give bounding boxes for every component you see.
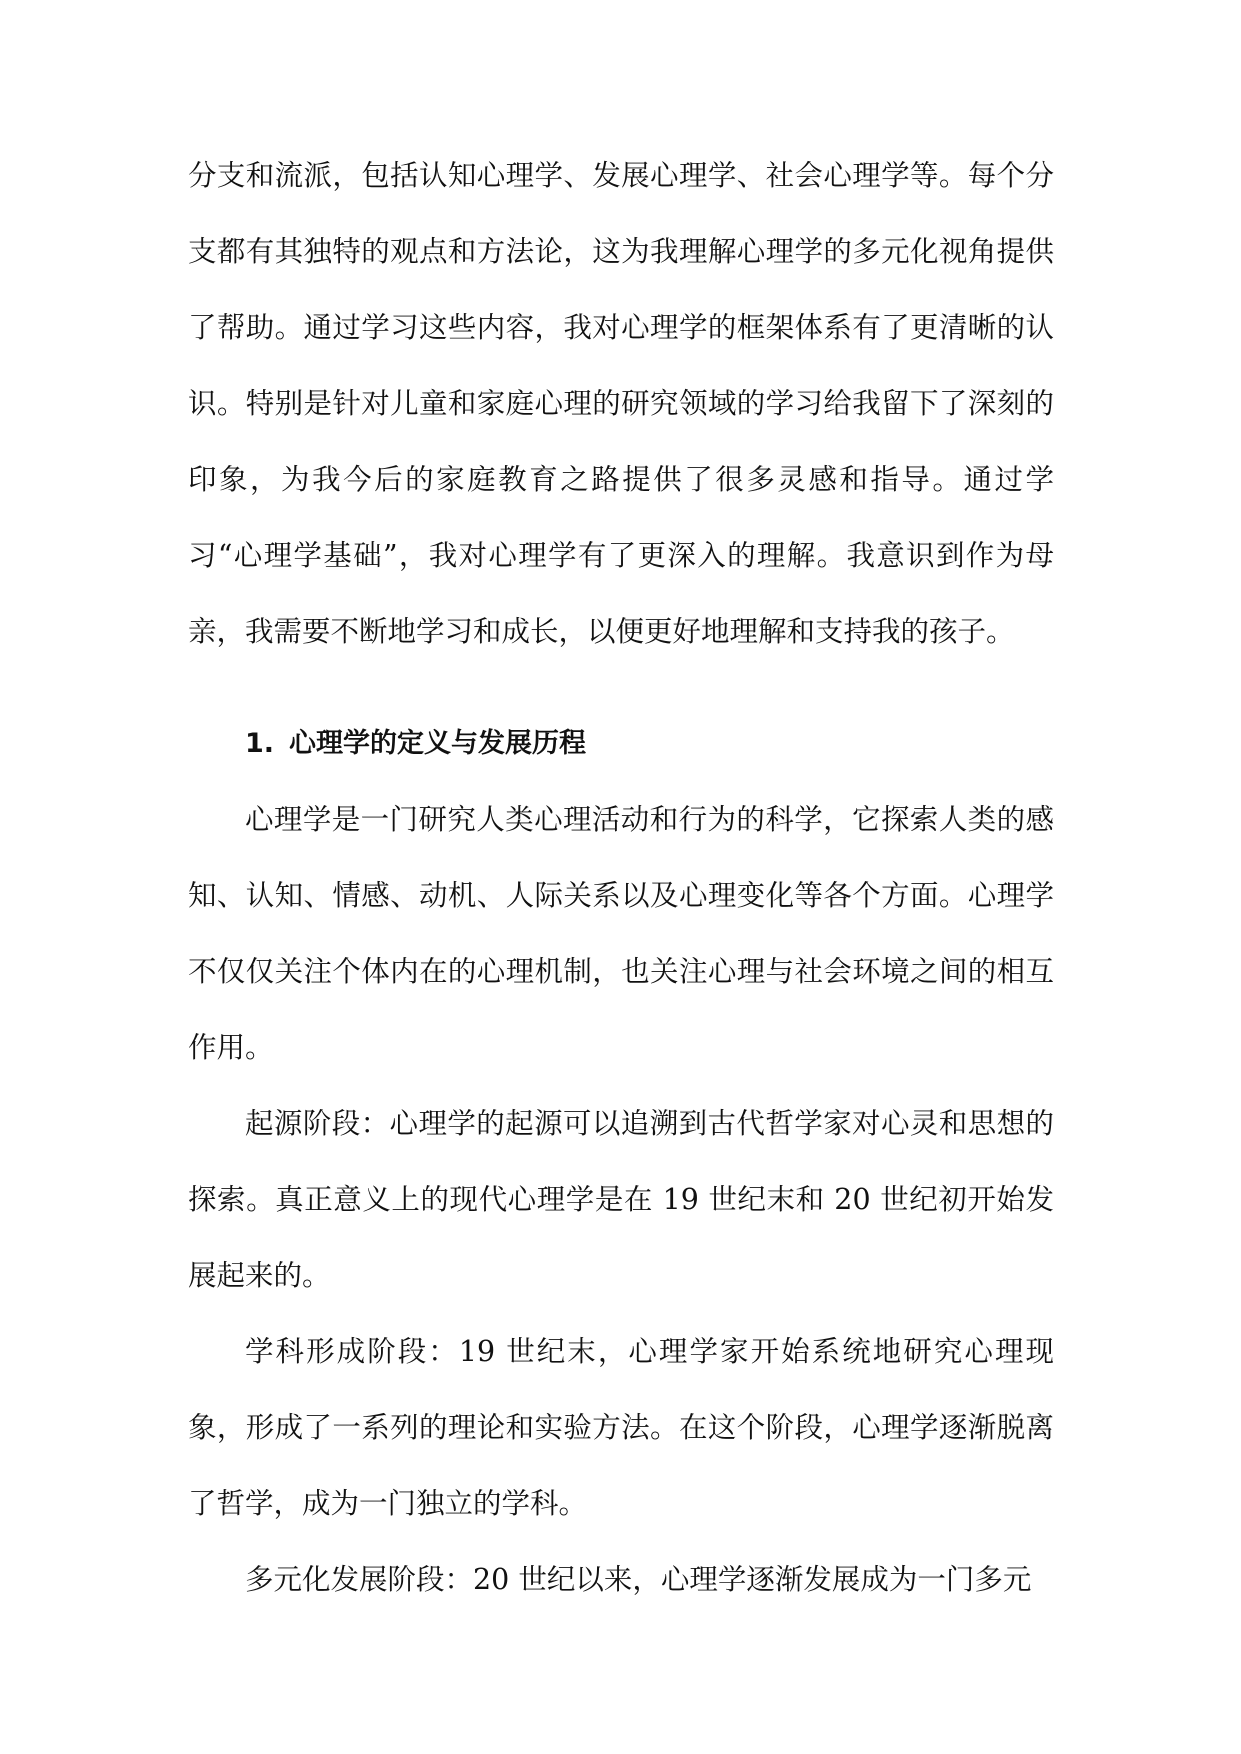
- body-paragraph: 起源阶段：心理学的起源可以追溯到古代哲学家对心灵和思想的探索。真正意义上的现代心理学是在 19 世纪末和 20 世纪初开始发展起来的。: [188, 1107, 1054, 1292]
- body-paragraph: 分支和流派，包括认知心理学、发展心理学、社会心理学等。每个分支都有其独特的观点和方法论，这为我理解心理学的多元化视角提供了帮助。通过学习这些内容，我对心理学的框架体系有了更清晰的认识。特别是针对儿童和家庭心理的研究领域的学习给我留下了深刻的印象，为我今后的家庭教育之路提供了很多灵感和指导。通过学习“心理学基础”，我对心理学有了更深入的理解。我意识到作为母亲，我需要不断地学习和成长，以便更好地理解和支持我的孩子。: [188, 159, 1054, 648]
- section-heading-number: 1.: [245, 728, 275, 759]
- body-paragraph: 多元化发展阶段：20 世纪以来，心理学逐渐发展成为一门多元: [245, 1563, 1032, 1596]
- body-paragraph: 学科形成阶段：19 世纪末，心理学家开始系统地研究心理现象，形成了一系列的理论和实验方法。在这个阶段，心理学逐渐脱离了哲学，成为一门独立的学科。: [188, 1335, 1054, 1520]
- body-paragraph: 心理学是一门研究人类心理活动和行为的科学，它探索人类的感知、认知、情感、动机、人际关系以及心理变化等各个方面。心理学不仅仅关注个体内在的心理机制，也关注心理与社会环境之间的相互作用。: [188, 803, 1054, 1064]
- section-heading-text: 心理学的定义与发展历程: [289, 728, 586, 759]
- section-heading: [188, 706, 1054, 782]
- document-body: [188, 138, 1054, 1618]
